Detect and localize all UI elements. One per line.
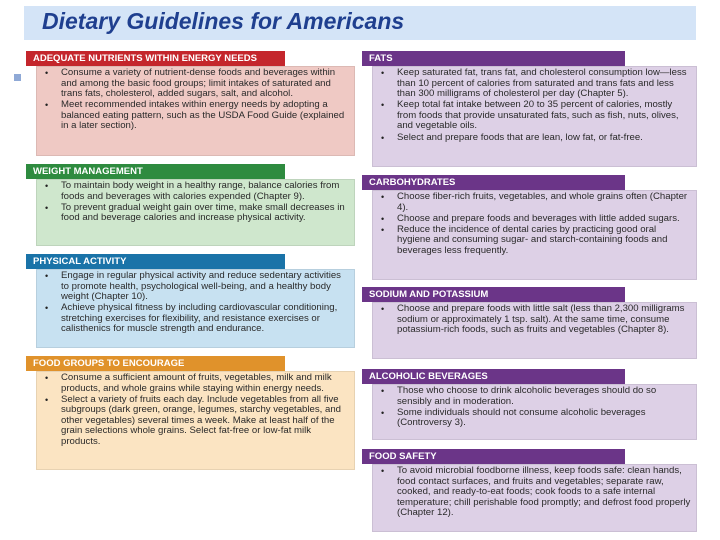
section-header: FOOD SAFETY xyxy=(362,449,625,464)
list-item: • To prevent gradual weight gain over time, make small decreases in food and beverage calories and increase physical activity. xyxy=(41,203,350,224)
list-item: • Achieve physical fitness by including cardiovascular conditioning, stretching exercises for flexibility, and resistance exercises or calisthenics for muscle strength and endurance. xyxy=(41,303,350,335)
list-item: • Select a variety of fruits each day. Include vegetables from all five subgroups (dark green, orange, legumes, starchy vegetables, and other vegetables) several times a week. Make at least half of the grain selections whole grains. Select fat-free or low-fat milk products. xyxy=(41,395,350,448)
list-item: • To maintain body weight in a healthy range, balance calories from foods and beverages with calories expended (Chapter 9). xyxy=(41,181,350,202)
section-alcoholic-beverages xyxy=(362,369,697,440)
section-physical-activity xyxy=(26,254,355,348)
list-item: • Choose and prepare foods and beverages with little added sugars. xyxy=(377,214,692,225)
list-item: • Consume a variety of nutrient-dense foods and beverages within and among the basic food groups; limit intakes of saturated and trans fats, cholesterol, added sugars, salt, and alcohol. xyxy=(41,68,350,100)
list-item: • Choose and prepare foods with little salt (less than 2,300 milligrams sodium or approximately 1 tsp. salt). At the same time, consume potassium-rich foods, such as fruits and vegetables (Chapter 8). xyxy=(377,304,692,336)
section-body xyxy=(36,66,355,156)
section-body xyxy=(36,269,355,348)
section-carbohydrates xyxy=(362,175,697,280)
list-item: • Choose fiber-rich fruits, vegetables, and whole grains often (Chapter 4). xyxy=(377,192,692,213)
list-item: • Those who choose to drink alcoholic beverages should do so sensibly and in moderation. xyxy=(377,386,692,407)
section-body xyxy=(36,371,355,470)
page-title: Dietary Guidelines for Americans xyxy=(42,8,405,34)
list-item: • Keep total fat intake between 20 to 35 percent of calories, mostly from foods that provide unsaturated fats, such as fish, nuts, olives, and vegetable oils. xyxy=(377,100,692,132)
section-header: PHYSICAL ACTIVITY xyxy=(26,254,285,269)
section-food-safety xyxy=(362,449,697,532)
section-body xyxy=(372,66,697,167)
section-body xyxy=(372,190,697,280)
section-adequate-nutrients xyxy=(26,51,355,156)
section-header: WEIGHT MANAGEMENT xyxy=(26,164,285,179)
title-bar xyxy=(24,6,696,40)
section-header: FOOD GROUPS TO ENCOURAGE xyxy=(26,356,285,371)
section-header: FATS xyxy=(362,51,625,66)
slide-bullet-marker xyxy=(14,74,21,81)
section-header: SODIUM AND POTASSIUM xyxy=(362,287,625,302)
list-item: • Consume a sufficient amount of fruits, vegetables, milk and milk products, and whole grains while staying within energy needs. xyxy=(41,373,350,394)
section-sodium-potassium xyxy=(362,287,697,359)
section-header: CARBOHYDRATES xyxy=(362,175,625,190)
section-body xyxy=(372,464,697,532)
section-fats xyxy=(362,51,697,167)
section-header: ADEQUATE NUTRIENTS WITHIN ENERGY NEEDS xyxy=(26,51,285,66)
list-item: • Reduce the incidence of dental caries by practicing good oral hygiene and consuming sugar- and starch-containing foods and beverages less frequently. xyxy=(377,225,692,257)
list-item: • Engage in regular physical activity and reduce sedentary activities to promote health, psychological well-being, and a healthy body weight (Chapter 10). xyxy=(41,271,350,303)
section-weight-management xyxy=(26,164,355,246)
list-item: • Keep saturated fat, trans fat, and cholesterol consumption low—less than 10 percent of calories from saturated and trans fats and less than 300 milligrams of cholesterol per day (Chapter 5). xyxy=(377,68,692,100)
section-header: ALCOHOLIC BEVERAGES xyxy=(362,369,625,384)
section-body xyxy=(372,384,697,440)
section-food-groups xyxy=(26,356,355,470)
list-item: • Some individuals should not consume alcoholic beverages (Controversy 3). xyxy=(377,408,692,429)
list-item: • Select and prepare foods that are lean, low fat, or fat-free. xyxy=(377,133,692,144)
section-body xyxy=(372,302,697,359)
list-item: • Meet recommended intakes within energy needs by adopting a balanced eating pattern, such as the USDA Food Guide (explained in a later section). xyxy=(41,100,350,132)
section-body xyxy=(36,179,355,246)
list-item: • To avoid microbial foodborne illness, keep foods safe: clean hands, food contact surfaces, and fruits and vegetables; separate raw, cooked, and ready-to-eat foods; cook foods to a safe internal temperature; chill perishable food promptly; and defrost food properly (Chapter 12). xyxy=(377,466,692,519)
